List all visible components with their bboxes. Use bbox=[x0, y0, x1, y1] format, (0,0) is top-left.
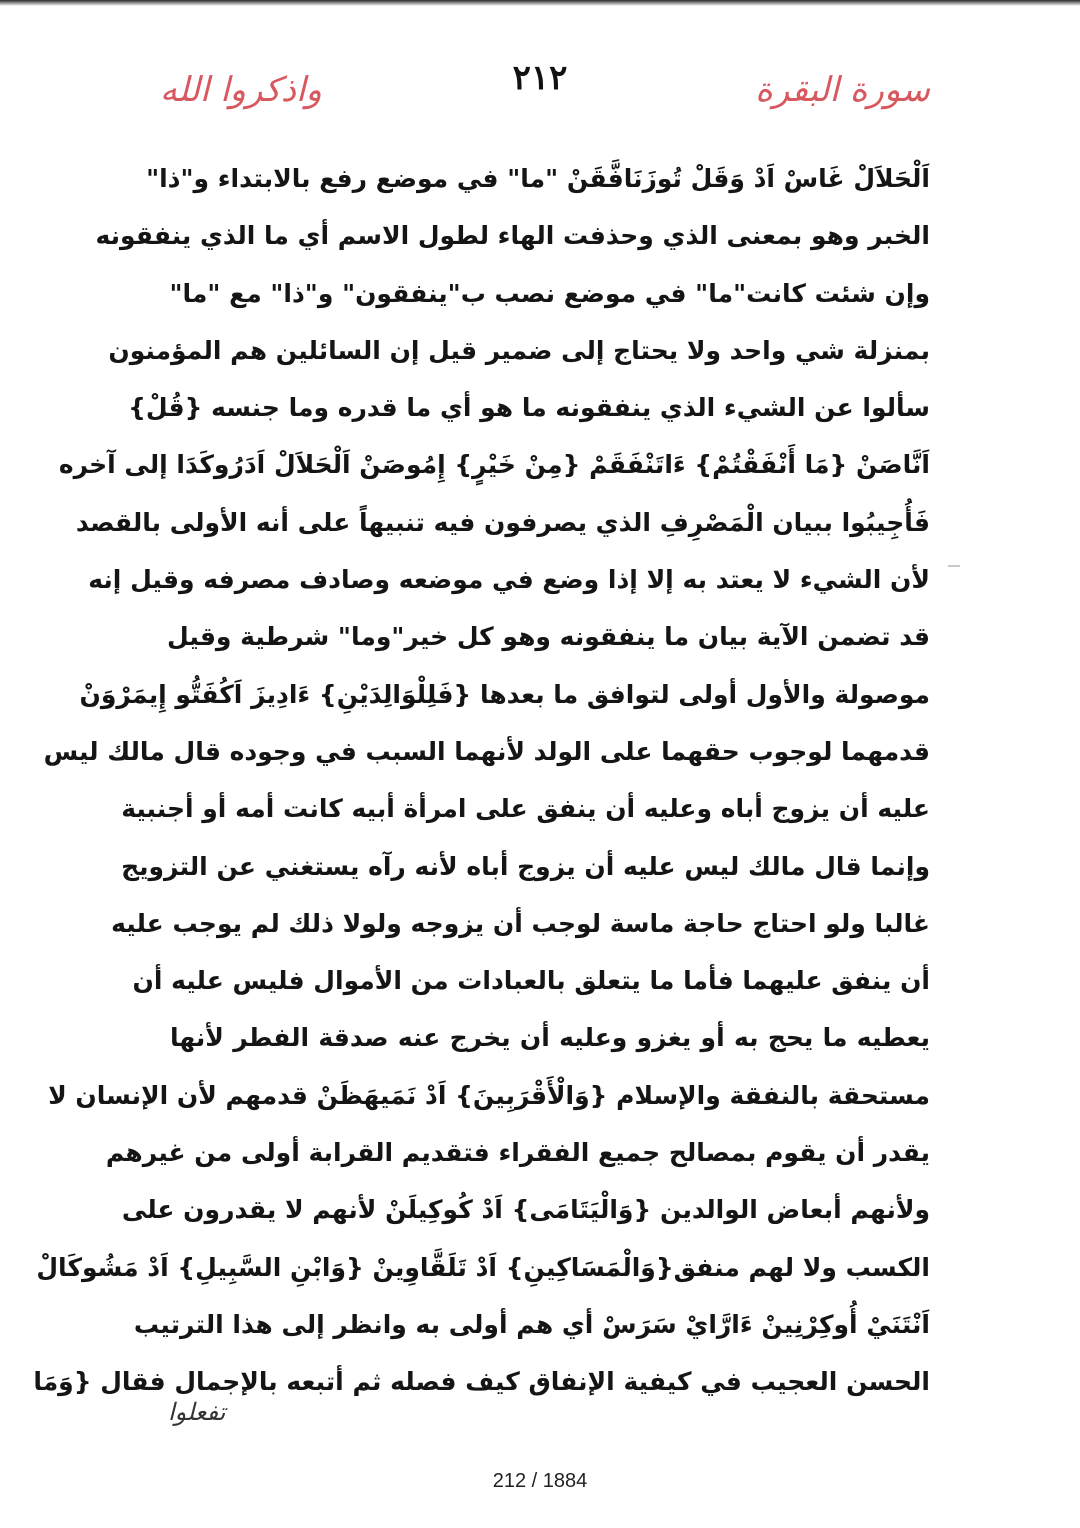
text-line: سألوا عن الشيء الذي ينفقونه ما هو أي ما قدره وما جنسه {قُلْ} bbox=[128, 393, 930, 423]
text-line: عليه أن يزوج أباه وعليه أن ينفق على امرأة أبيه كانت أمه أو أجنبية bbox=[121, 794, 930, 824]
text-line: وإنما قال مالك ليس عليه أن يزوج أباه لأنه رآه يستغني عن التزويج bbox=[121, 851, 930, 881]
text-line: وإن شئت كانت"ما" في موضع نصب ب"ينفقون" و"ذا" مع "ما" bbox=[169, 278, 930, 308]
text-line: اَلْحَلاَلْ غَاسْ اَدْ وَقَلْ تُوزَنَافَّقَنْ "ما" في موضع رفع بالابتداء و"ذا" bbox=[146, 164, 930, 193]
text-line: قد تضمن الآية بيان ما ينفقونه وهو كل خير"وما" شرطية وقيل bbox=[167, 622, 930, 652]
page-number: ٢١٢ bbox=[512, 58, 568, 98]
text-line: غالبا ولو احتاج حاجة ماسة لوجب أن يزوجه ولولا ذلك لم يوجب عليه bbox=[111, 908, 930, 938]
text-line: موصولة والأول أولى لتوافق ما بعدها {فَلِلْوَالِدَيْنِ} ءَادِيزَ اَكُفَتُّو إِيمَرْوَنْ bbox=[79, 679, 930, 709]
text-line: ولأنهم أبعاض الوالدين {وَالْيَتَامَى} اَدْ كُوكِيلَنْ لأنهم لا يقدرون على bbox=[121, 1195, 930, 1225]
scan-edge bbox=[0, 0, 1080, 6]
text-line: بمنزلة شي واحد ولا يحتاج إلى ضمير قيل إن السائلين هم المؤمنون bbox=[108, 335, 930, 365]
text-line: لأن الشيء لا يعتد به إلا إذا وضع في موضعه وصادف مصرفه وقيل إنه bbox=[88, 565, 930, 595]
surah-title: سورة البقرة bbox=[755, 70, 930, 110]
text-line: يقدر أن يقوم بمصالح جميع الفقراء فتقديم القرابة أولى من غيرهم bbox=[105, 1138, 930, 1168]
catchword: تفعلوا bbox=[168, 1398, 226, 1426]
text-line: أن ينفق عليهما فأما ما يتعلق بالعبادات من الأموال فليس عليه أن bbox=[132, 966, 930, 996]
text-line: الكسب ولا لهم منفق{وَالْمَسَاكِينِ} اَدْ تَلَقَّاوِينْ {وَابْنِ السَّبِيلِ} اَدْ مَشُوكَالْ bbox=[36, 1252, 930, 1282]
text-line: اَنَّاصَنْ {مَا أَنْفَقْتُمْ} ءَاتَنْفَقَمْ {مِنْ خَيْرٍ} إِمُوصَنْ اَلْحَلاَلْ اَدَرُوكَدَا إلى آخره bbox=[58, 450, 930, 480]
text-line: قدمهما لوجوب حقهما على الولد لأنهما السبب في وجوده قال مالك ليس bbox=[43, 736, 930, 766]
text-line: مستحقة بالنفقة والإسلام {وَالْأَقْرَبِينَ} اَدْ نَمَيهَظَنْ قدمهم لأن الإنسان لا bbox=[48, 1080, 930, 1110]
page-counter: 212 / 1884 bbox=[492, 1470, 588, 1492]
body-text bbox=[33, 150, 930, 1411]
text-line: يعطيه ما يحج به أو يغزو وعليه أن يخرج عنه صدقة الفطر لأنها bbox=[170, 1023, 930, 1053]
margin-note: واذكروا الله bbox=[160, 70, 322, 110]
text-line: اَنْتَنَيْ أُوكِرْنِينْ ءَارَّايْ سَرَسْ أي هم أولى به وانظر إلى هذا الترتيب bbox=[133, 1309, 930, 1339]
text-line: الخبر وهو بمعنى الذي وحذفت الهاء لطول الاسم أي ما الذي ينفقونه bbox=[95, 221, 930, 251]
text-line: فَأُجِيبُوا ببيان الْمَصْرِفِ الذي يصرفون فيه تنبيهاً على أنه الأولى بالقصد bbox=[75, 507, 930, 537]
margin-mark bbox=[948, 565, 960, 567]
text-line: الحسن العجيب في كيفية الإنفاق كيف فصله ثم أتبعه بالإجمال فقال {وَمَا bbox=[33, 1367, 930, 1397]
